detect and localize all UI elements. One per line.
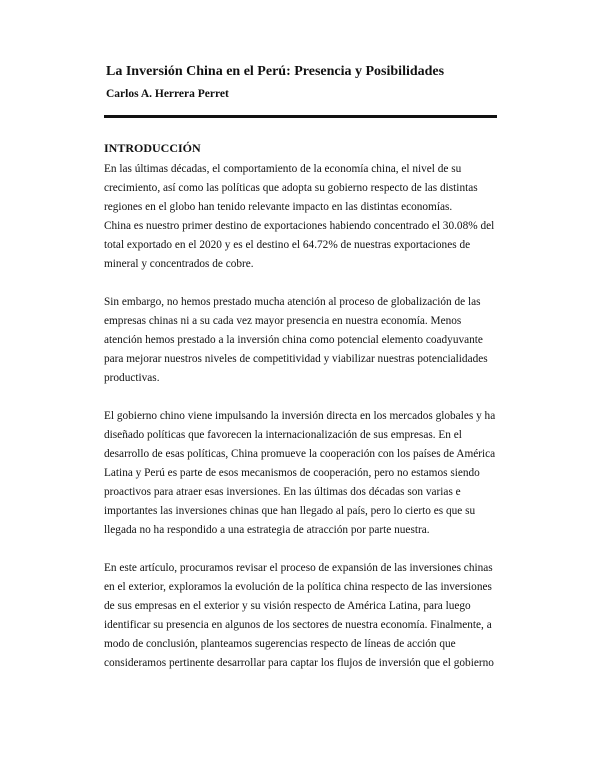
document-body [104, 160, 496, 673]
text-line: diseñado políticas que favorecen la internacionalización de sus empresas. En el [104, 429, 462, 441]
text-line: empresas chinas ni a su cada vez mayor presencia en nuestra economía. Menos [104, 315, 462, 327]
paragraph-4 [104, 559, 496, 673]
text-line: regiones en el globo han tenido relevante impacto en las distintas economías. [104, 201, 453, 213]
text-line: En las últimas décadas, el comportamiento de la economía china, el nivel de su [104, 163, 462, 175]
text-line: modo de conclusión, planteamos sugerencias respecto de líneas de acción que [104, 638, 456, 650]
text-line: Sin embargo, no hemos prestado mucha atención al proceso de globalización de las [104, 296, 481, 308]
text-line: total exportado en el 2020 y es el destino el 64.72% de nuestras exportaciones de [104, 239, 471, 251]
text-line: atención hemos prestado a la inversión china como potencial elemento coadyuvante [104, 334, 483, 346]
paragraph-1 [104, 160, 496, 274]
text-line: para mejorar nuestros niveles de competitividad y viabilizar nuestras potencialidades [104, 353, 488, 365]
text-line: crecimiento, así como las políticas que adopta su gobierno respecto de las distintas [104, 182, 478, 194]
text-line: desarrollo de esas políticas, China promueve la cooperación con los países de América [104, 448, 496, 460]
text-line: proactivos para atraer esas inversiones. En las últimas dos décadas son varias e [104, 486, 461, 498]
text-line: mineral y concentrados de cobre. [104, 258, 254, 270]
document-author: Carlos A. Herrera Perret [106, 88, 229, 100]
text-line: consideramos pertinente desarrollar para captar los flujos de inversión que el gobierno [104, 657, 494, 669]
text-line: importantes las inversiones chinas que han llegado al país, pero lo cierto es que su [104, 505, 476, 517]
text-line: identificar su presencia en algunos de los sectores de nuestra economía. Finalmente, a [104, 619, 492, 631]
text-line: Latina y Perú es parte de esos mecanismos de cooperación, pero no estamos siendo [104, 467, 480, 479]
paragraph-3 [104, 407, 496, 540]
section-heading: INTRODUCCIÓN [104, 141, 201, 155]
title-rule-divider [104, 115, 497, 118]
text-line: productivas. [104, 372, 160, 384]
text-line: China es nuestro primer destino de exportaciones habiendo concentrado el 30.08% del [104, 220, 495, 232]
text-line: El gobierno chino viene impulsando la inversión directa en los mercados globales y ha [104, 410, 496, 422]
text-line: llegada no ha respondido a una estrategia de atracción por parte nuestra. [104, 524, 430, 536]
text-line: en el exterior, exploramos la evolución de la política china respecto de las inversiones [104, 581, 492, 593]
text-line: de sus empresas en el exterior y su visión respecto de América Latina, para luego [104, 600, 471, 612]
document-title: La Inversión China en el Perú: Presencia y Posibilidades [106, 64, 445, 79]
text-line: En este artículo, procuramos revisar el proceso de expansión de las inversiones chinas [104, 562, 493, 574]
paragraph-2 [104, 293, 496, 388]
